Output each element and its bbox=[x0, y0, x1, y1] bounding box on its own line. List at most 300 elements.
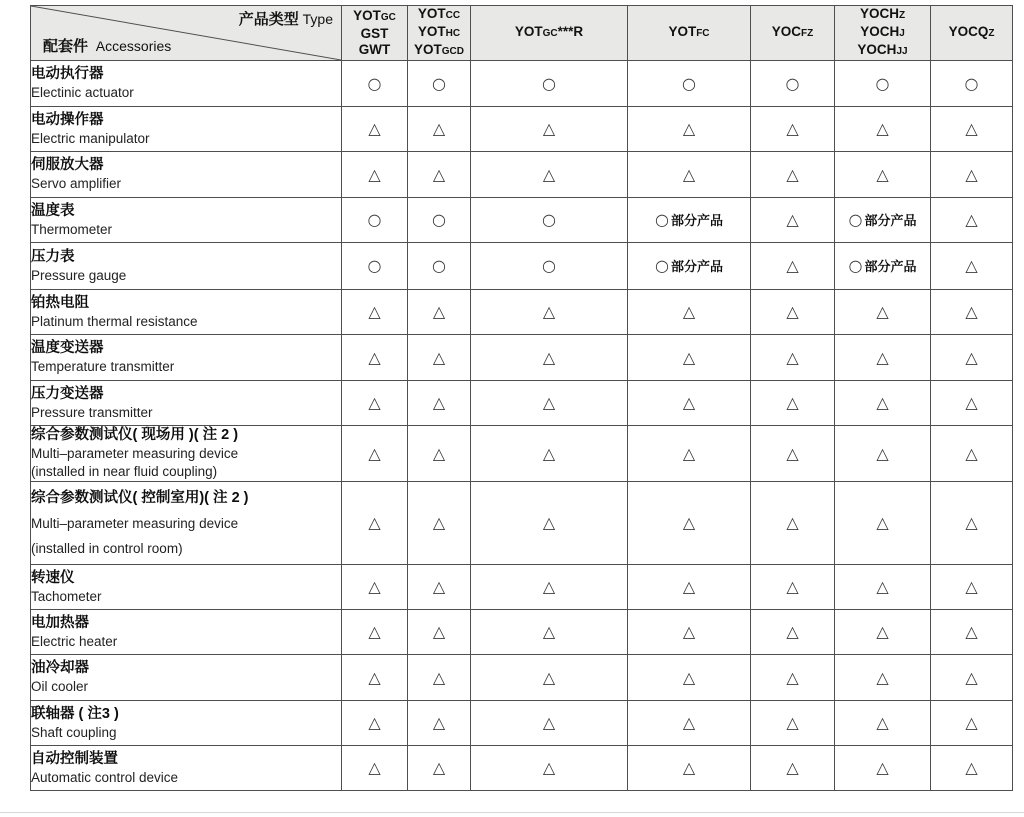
model-subscript: CC bbox=[445, 10, 461, 21]
triangle-symbol: △ bbox=[786, 119, 799, 138]
compatibility-cell bbox=[628, 290, 751, 335]
product-type-header-1 bbox=[342, 6, 408, 61]
triangle-symbol: △ bbox=[682, 119, 696, 138]
model-text: YOT bbox=[417, 24, 446, 39]
compatibility-cell bbox=[931, 426, 1013, 482]
table-row bbox=[31, 565, 1013, 610]
triangle-symbol: △ bbox=[682, 347, 696, 367]
triangle-symbol: △ bbox=[682, 667, 696, 687]
compatibility-cell bbox=[751, 610, 835, 655]
compatibility-cell bbox=[342, 482, 408, 565]
triangle-symbol: △ bbox=[542, 119, 556, 138]
triangle-symbol: △ bbox=[786, 347, 799, 367]
compatibility-cell bbox=[628, 243, 751, 290]
compatibility-cell bbox=[342, 107, 408, 152]
triangle-symbol: △ bbox=[542, 302, 556, 321]
compatibility-cell bbox=[471, 290, 628, 335]
model-text: YOT bbox=[668, 24, 697, 39]
accessory-label-cell bbox=[31, 482, 342, 565]
accessory-label-cell bbox=[31, 107, 342, 152]
triangle-symbol: △ bbox=[786, 513, 799, 532]
compatibility-cell bbox=[931, 335, 1013, 381]
accessory-name-en: Oil cooler bbox=[31, 679, 89, 694]
triangle-symbol: △ bbox=[965, 443, 978, 463]
compatibility-cell bbox=[628, 565, 751, 610]
accessory-label-cell bbox=[31, 61, 342, 107]
product-type-en: Type bbox=[302, 11, 333, 27]
triangle-symbol: △ bbox=[368, 577, 381, 596]
compatibility-cell bbox=[931, 655, 1013, 701]
compatibility-cell bbox=[471, 610, 628, 655]
product-type-line bbox=[408, 24, 470, 42]
triangle-symbol: △ bbox=[786, 393, 799, 412]
circle-symbol: ○ bbox=[367, 210, 382, 229]
triangle-symbol: △ bbox=[542, 393, 556, 412]
product-type-line bbox=[628, 24, 750, 42]
compatibility-cell bbox=[835, 152, 931, 198]
compatibility-cell bbox=[751, 426, 835, 482]
compatibility-cell bbox=[835, 381, 931, 426]
compatibility-cell bbox=[835, 746, 931, 791]
model-text: GST bbox=[360, 26, 389, 41]
compatibility-cell bbox=[751, 565, 835, 610]
compatibility-cell bbox=[628, 61, 751, 107]
table-row bbox=[31, 610, 1013, 655]
triangle-symbol: △ bbox=[682, 622, 696, 641]
compatibility-cell bbox=[471, 701, 628, 746]
accessory-name-en: Thermometer bbox=[31, 221, 113, 237]
compatibility-cell bbox=[471, 565, 628, 610]
partial-products-label: 部分产品 bbox=[670, 213, 723, 228]
accessory-name-en: Electric manipulator bbox=[31, 130, 150, 146]
triangle-symbol: △ bbox=[432, 577, 446, 596]
compatibility-cell bbox=[835, 701, 931, 746]
accessory-name-en: Temperature transmitter bbox=[31, 359, 175, 374]
accessory-label-cell bbox=[31, 243, 342, 290]
model-subscript: GC bbox=[542, 28, 558, 39]
accessory-name-en: Electinic actuator bbox=[31, 85, 134, 100]
product-type-header-5 bbox=[751, 6, 835, 61]
compatibility-cell bbox=[342, 61, 408, 107]
compatibility-cell bbox=[408, 290, 471, 335]
accessory-name-zh: 自动控制装置 bbox=[31, 750, 118, 767]
compatibility-cell bbox=[751, 61, 835, 107]
triangle-symbol: △ bbox=[682, 713, 696, 732]
compatibility-cell bbox=[931, 701, 1013, 746]
triangle-symbol: △ bbox=[786, 302, 799, 321]
compatibility-cell bbox=[835, 565, 931, 610]
table-row bbox=[31, 482, 1013, 565]
model-subscript: Z bbox=[898, 10, 906, 21]
accessory-label-cell bbox=[31, 198, 342, 243]
triangle-symbol: △ bbox=[368, 513, 381, 532]
product-type-header-2 bbox=[408, 6, 471, 61]
compatibility-cell bbox=[342, 381, 408, 426]
compatibility-cell bbox=[835, 61, 931, 107]
model-subscript: HC bbox=[445, 28, 461, 39]
compatibility-cell bbox=[835, 426, 931, 482]
compatibility-cell bbox=[408, 381, 471, 426]
accessory-label-cell bbox=[31, 610, 342, 655]
compatibility-cell bbox=[342, 565, 408, 610]
compatibility-cell bbox=[408, 426, 471, 482]
accessory-name-zh: 温度变送器 bbox=[31, 340, 104, 356]
compatibility-cell bbox=[628, 381, 751, 426]
compatibility-cell bbox=[471, 426, 628, 482]
model-subscript: J bbox=[899, 28, 905, 39]
compatibility-cell bbox=[931, 198, 1013, 243]
compatibility-cell bbox=[628, 426, 751, 482]
triangle-symbol: △ bbox=[542, 667, 556, 687]
accessory-name-zh: 转速仪 bbox=[31, 569, 75, 586]
product-type-header-4 bbox=[628, 6, 751, 61]
circle-symbol: ○ bbox=[542, 256, 556, 275]
accessory-name-zh: 电动操作器 bbox=[31, 111, 104, 128]
accessories-label bbox=[43, 38, 171, 55]
compatibility-cell bbox=[835, 198, 931, 243]
model-text: YOCH bbox=[860, 24, 900, 39]
triangle-symbol: △ bbox=[368, 758, 381, 777]
product-type-zh: 产品类型 bbox=[238, 11, 299, 28]
compatibility-cell bbox=[342, 152, 408, 198]
accessory-label-cell bbox=[31, 746, 342, 791]
compatibility-cell bbox=[751, 746, 835, 791]
compatibility-cell bbox=[751, 335, 835, 381]
accessory-name-en: Electric heater bbox=[31, 633, 118, 649]
accessory-label-cell bbox=[31, 701, 342, 746]
compatibility-cell bbox=[342, 243, 408, 290]
compatibility-cell bbox=[628, 746, 751, 791]
compatibility-cell bbox=[408, 61, 471, 107]
compatibility-cell bbox=[342, 426, 408, 482]
triangle-symbol: △ bbox=[876, 622, 889, 641]
compatibility-cell bbox=[628, 610, 751, 655]
triangle-symbol: △ bbox=[368, 443, 381, 463]
accessory-label-cell bbox=[31, 426, 342, 482]
compatibility-cell bbox=[471, 746, 628, 791]
triangle-symbol: △ bbox=[368, 302, 381, 321]
compatibility-cell bbox=[835, 107, 931, 152]
triangle-symbol: △ bbox=[542, 758, 556, 777]
model-subscript: FC bbox=[696, 28, 710, 39]
accessories-en: Accessories bbox=[95, 38, 172, 54]
compatibility-cell bbox=[931, 746, 1013, 791]
compatibility-cell bbox=[835, 243, 931, 290]
triangle-symbol: △ bbox=[432, 164, 446, 184]
accessory-name-en: Platinum thermal resistance bbox=[31, 313, 198, 329]
triangle-symbol: △ bbox=[368, 622, 381, 641]
triangle-symbol: △ bbox=[432, 758, 446, 777]
triangle-symbol: △ bbox=[876, 577, 889, 596]
circle-symbol: ○ bbox=[875, 73, 890, 93]
triangle-symbol: △ bbox=[542, 713, 556, 732]
model-subscript: FZ bbox=[801, 28, 814, 39]
page-bottom-rule bbox=[0, 812, 1024, 813]
model-text: GWT bbox=[358, 42, 391, 57]
triangle-symbol: △ bbox=[965, 302, 978, 321]
compatibility-cell bbox=[628, 335, 751, 381]
table-row bbox=[31, 746, 1013, 791]
circle-symbol: ○ bbox=[682, 73, 696, 93]
accessory-label-cell bbox=[31, 381, 342, 426]
partial-products-label: 部分产品 bbox=[864, 213, 917, 228]
compatibility-cell bbox=[342, 610, 408, 655]
model-subscript: JJ bbox=[896, 46, 908, 57]
model-text: YOT bbox=[417, 6, 446, 21]
compatibility-cell bbox=[408, 482, 471, 565]
compatibility-cell bbox=[931, 381, 1013, 426]
table-row bbox=[31, 655, 1013, 701]
compatibility-cell bbox=[628, 107, 751, 152]
compatibility-cell bbox=[835, 482, 931, 565]
compatibility-cell bbox=[471, 655, 628, 701]
compatibility-cell bbox=[751, 701, 835, 746]
table-row bbox=[31, 701, 1013, 746]
accessory-name-en: Multi–parameter measuring device bbox=[31, 446, 239, 461]
compatibility-cell bbox=[342, 335, 408, 381]
compatibility-cell bbox=[342, 701, 408, 746]
triangle-symbol: △ bbox=[432, 667, 446, 687]
compatibility-cell bbox=[342, 198, 408, 243]
accessory-name-en: Pressure transmitter bbox=[31, 404, 153, 420]
table-row bbox=[31, 61, 1013, 107]
compatibility-cell bbox=[408, 335, 471, 381]
circle-symbol: ○ bbox=[367, 73, 382, 93]
compatibility-cell bbox=[342, 746, 408, 791]
compatibility-cell bbox=[471, 243, 628, 290]
triangle-symbol: △ bbox=[432, 393, 446, 412]
triangle-symbol: △ bbox=[368, 667, 381, 687]
triangle-symbol: △ bbox=[682, 577, 696, 596]
triangle-symbol: △ bbox=[965, 256, 978, 275]
corner-header-cell bbox=[31, 6, 342, 61]
compatibility-cell bbox=[931, 107, 1013, 152]
accessory-name-en: Tachometer bbox=[31, 588, 102, 604]
triangle-symbol: △ bbox=[682, 302, 696, 321]
product-type-header-6 bbox=[835, 6, 931, 61]
table-row bbox=[31, 243, 1013, 290]
triangle-symbol: △ bbox=[876, 164, 889, 184]
compatibility-cell bbox=[751, 655, 835, 701]
triangle-symbol: △ bbox=[368, 164, 381, 184]
model-text: YOCH bbox=[857, 42, 897, 57]
triangle-symbol: △ bbox=[876, 713, 889, 732]
compatibility-cell bbox=[471, 198, 628, 243]
triangle-symbol: △ bbox=[682, 164, 696, 184]
model-text: YOT bbox=[353, 8, 381, 23]
compatibility-cell bbox=[628, 152, 751, 198]
triangle-symbol: △ bbox=[786, 758, 799, 777]
triangle-symbol: △ bbox=[786, 164, 799, 184]
compatibility-cell bbox=[751, 198, 835, 243]
compatibility-cell bbox=[471, 61, 628, 107]
triangle-symbol: △ bbox=[368, 713, 381, 732]
compatibility-cell bbox=[751, 290, 835, 335]
accessory-name-en2: (installed in near fluid coupling) bbox=[31, 464, 218, 479]
triangle-symbol: △ bbox=[965, 210, 978, 229]
model-subscript: Z bbox=[988, 28, 995, 39]
model-text: YOT bbox=[414, 42, 442, 57]
compatibility-cell bbox=[931, 152, 1013, 198]
circle-symbol: ○ bbox=[542, 73, 556, 93]
triangle-symbol: △ bbox=[965, 347, 978, 367]
circle-symbol: ○ bbox=[848, 256, 863, 275]
model-subscript: GCD bbox=[441, 46, 464, 57]
circle-symbol: ○ bbox=[432, 73, 446, 93]
accessory-label-cell bbox=[31, 655, 342, 701]
triangle-symbol: △ bbox=[965, 393, 978, 412]
compatibility-cell bbox=[751, 107, 835, 152]
compatibility-cell bbox=[751, 152, 835, 198]
partial-products-label: 部分产品 bbox=[670, 259, 723, 274]
compatibility-cell bbox=[408, 701, 471, 746]
triangle-symbol: △ bbox=[542, 443, 556, 463]
triangle-symbol: △ bbox=[542, 622, 556, 641]
table-row bbox=[31, 198, 1013, 243]
triangle-symbol: △ bbox=[876, 302, 889, 321]
circle-symbol: ○ bbox=[432, 256, 446, 275]
accessory-name-zh: 压力变送器 bbox=[31, 385, 104, 402]
circle-symbol: ○ bbox=[785, 73, 800, 93]
triangle-symbol: △ bbox=[965, 513, 978, 532]
table-row bbox=[31, 152, 1013, 198]
triangle-symbol: △ bbox=[786, 622, 799, 641]
accessories-compatibility-table bbox=[30, 5, 1013, 791]
compatibility-cell bbox=[471, 152, 628, 198]
product-type-label bbox=[239, 11, 333, 28]
accessory-name-en: Pressure gauge bbox=[31, 267, 127, 283]
product-type-line bbox=[835, 24, 930, 42]
compatibility-cell bbox=[931, 290, 1013, 335]
compatibility-cell bbox=[931, 482, 1013, 565]
accessory-name-en: Shaft coupling bbox=[31, 724, 117, 740]
model-text: YOC bbox=[771, 24, 802, 39]
triangle-symbol: △ bbox=[876, 758, 889, 777]
compatibility-cell bbox=[835, 290, 931, 335]
table-row bbox=[31, 426, 1013, 482]
table-row bbox=[31, 290, 1013, 335]
circle-symbol: ○ bbox=[848, 210, 863, 229]
triangle-symbol: △ bbox=[542, 347, 556, 367]
table-row bbox=[31, 107, 1013, 152]
accessory-name-zh: 综合参数测试仪( 现场用 )( 注 2 ) bbox=[31, 427, 239, 443]
triangle-symbol: △ bbox=[876, 443, 889, 463]
triangle-symbol: △ bbox=[432, 347, 446, 367]
triangle-symbol: △ bbox=[786, 256, 799, 275]
triangle-symbol: △ bbox=[876, 119, 889, 138]
triangle-symbol: △ bbox=[432, 119, 446, 138]
model-text: YOT bbox=[514, 24, 543, 39]
circle-symbol: ○ bbox=[432, 210, 446, 229]
circle-symbol: ○ bbox=[655, 210, 669, 229]
compatibility-cell bbox=[751, 381, 835, 426]
accessory-name-zh: 伺服放大器 bbox=[31, 157, 104, 173]
accessory-label-cell bbox=[31, 290, 342, 335]
accessory-name-zh: 电加热器 bbox=[31, 614, 89, 631]
compatibility-cell bbox=[471, 482, 628, 565]
accessory-name-zh: 铂热电阻 bbox=[31, 294, 89, 311]
triangle-symbol: △ bbox=[432, 622, 446, 641]
partial-products-label: 部分产品 bbox=[864, 259, 917, 274]
triangle-symbol: △ bbox=[965, 577, 978, 596]
compatibility-cell bbox=[751, 243, 835, 290]
product-type-header-3 bbox=[471, 6, 628, 61]
triangle-symbol: △ bbox=[876, 393, 889, 412]
product-type-line bbox=[342, 42, 407, 58]
product-type-line bbox=[408, 6, 470, 24]
accessory-name-zh: 压力表 bbox=[31, 248, 75, 265]
accessory-name-zh: 温度表 bbox=[31, 202, 75, 219]
compatibility-cell bbox=[751, 482, 835, 565]
triangle-symbol: △ bbox=[432, 713, 446, 732]
circle-symbol: ○ bbox=[655, 256, 669, 275]
model-text: ***R bbox=[557, 24, 584, 39]
model-subscript: GC bbox=[380, 12, 396, 23]
circle-symbol: ○ bbox=[367, 256, 382, 275]
triangle-symbol: △ bbox=[542, 577, 556, 596]
triangle-symbol: △ bbox=[682, 758, 696, 777]
accessory-label-cell bbox=[31, 335, 342, 381]
triangle-symbol: △ bbox=[542, 164, 556, 184]
compatibility-cell bbox=[471, 381, 628, 426]
triangle-symbol: △ bbox=[965, 164, 978, 184]
header-row bbox=[31, 6, 1013, 61]
triangle-symbol: △ bbox=[368, 347, 381, 367]
triangle-symbol: △ bbox=[682, 513, 696, 532]
triangle-symbol: △ bbox=[368, 119, 381, 138]
product-type-line bbox=[835, 42, 930, 60]
accessory-label-cell bbox=[31, 152, 342, 198]
product-type-line bbox=[835, 6, 930, 24]
compatibility-cell bbox=[408, 655, 471, 701]
triangle-symbol: △ bbox=[786, 210, 799, 229]
compatibility-cell bbox=[408, 107, 471, 152]
compatibility-cell bbox=[835, 655, 931, 701]
product-type-line bbox=[931, 24, 1012, 42]
triangle-symbol: △ bbox=[432, 513, 446, 532]
triangle-symbol: △ bbox=[876, 513, 889, 532]
triangle-symbol: △ bbox=[786, 713, 799, 732]
compatibility-cell bbox=[931, 243, 1013, 290]
triangle-symbol: △ bbox=[965, 713, 978, 732]
compatibility-cell bbox=[408, 565, 471, 610]
compatibility-cell bbox=[628, 198, 751, 243]
accessory-name-en: Servo amplifier bbox=[31, 176, 122, 191]
triangle-symbol: △ bbox=[965, 758, 978, 777]
compatibility-cell bbox=[628, 701, 751, 746]
triangle-symbol: △ bbox=[786, 443, 799, 463]
accessory-label-cell bbox=[31, 565, 342, 610]
product-type-line bbox=[408, 42, 470, 60]
product-type-header-7 bbox=[931, 6, 1013, 61]
triangle-symbol: △ bbox=[965, 119, 978, 138]
product-type-line bbox=[471, 24, 627, 42]
product-type-line bbox=[751, 24, 834, 42]
accessory-name-zh: 综合参数测试仪( 控制室用)( 注 2 ) bbox=[31, 490, 249, 506]
compatibility-cell bbox=[628, 655, 751, 701]
compatibility-cell bbox=[931, 610, 1013, 655]
product-type-line bbox=[342, 26, 407, 42]
table-row bbox=[31, 335, 1013, 381]
compatibility-cell bbox=[471, 107, 628, 152]
triangle-symbol: △ bbox=[876, 667, 889, 687]
compatibility-cell bbox=[408, 610, 471, 655]
compatibility-cell bbox=[931, 565, 1013, 610]
triangle-symbol: △ bbox=[965, 667, 978, 687]
triangle-symbol: △ bbox=[542, 513, 556, 532]
compatibility-cell bbox=[471, 335, 628, 381]
triangle-symbol: △ bbox=[682, 393, 696, 412]
